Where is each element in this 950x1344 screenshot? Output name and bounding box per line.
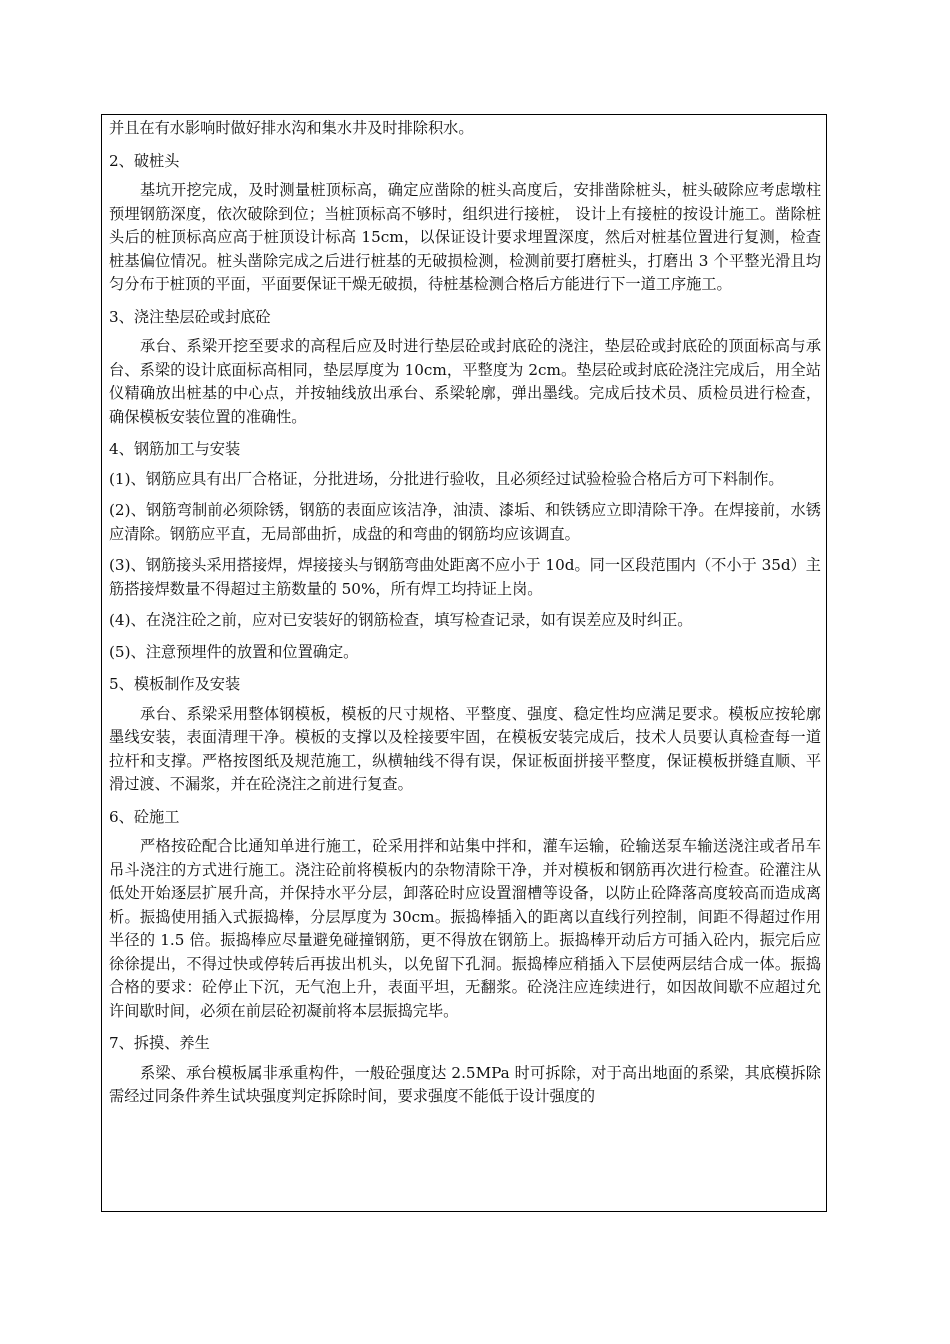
- section-paragraph: 承台、系梁开挖至要求的高程后应及时进行垫层砼或封底砼的浇注，垫层砼或封底砼的顶面标高与承台、系梁的设计底面标高相同，垫层厚度为 10cm，平整度为 2cm。垫层砼或封底砼浇注完成后，用全站仪精确放出桩基的中心点，并按轴线放出承台、系梁轮廓，弹出墨线。完成后技术员、质检员进行检查，确保模板安装位置的准确性。: [109, 337, 821, 426]
- intro-paragraph: 并且在有水影响时做好排水沟和集水井及时排除积水。: [109, 119, 474, 137]
- section-paragraph: 严格按砼配合比通知单进行施工，砼采用拌和站集中拌和，灌车运输，砼输送泵车输送浇注或者吊车吊斗浇注的方式进行施工。浇注砼前将模板内的杂物清除干净，并对模板和钢筋再次进行检查。砼灌注从低处开始逐层扩展升高，并保持水平分层，卸落砼时应设置溜槽等设备，以防止砼降落高度较高而造成离析。振捣使用插入式振捣棒，分层厚度为 30cm。振捣棒插入的距离以直线行列控制，间距不得超过作用半径的 1.5 倍。振捣棒应尽量避免碰撞钢筋，更不得放在钢筋上。振捣棒开动后方可插入砼内，振完后应徐徐提出，不得过快或停转后再拔出机头，以免留下孔洞。振捣棒应稍插入下层使两层结合成一体。振捣合格的要求：砼停止下沉，无气泡上升，表面平坦，无翻浆。砼浇注应连续进行，如因故间歇不应超过允许间歇时间，必须在前层砼初凝前将本层振捣完毕。: [109, 837, 821, 1020]
- section-heading-concrete: 6、砼施工: [109, 807, 180, 826]
- list-item: (1)、钢筋应具有出厂合格证，分批进场，分批进行验收，且必须经过试验检验合格后方可下料制作。: [109, 469, 784, 488]
- list-item: (5)、注意预埋件的放置和位置确定。: [109, 642, 359, 661]
- section-paragraph: 系梁、承台模板属非承重构件，一般砼强度达 2.5MPa 时可拆除，对于高出地面的系梁，其底模拆除需经过同条件养生试块强度判定拆除时间，要求强度不能低于设计强度的: [109, 1063, 821, 1105]
- list-item: (3)、钢筋接头采用搭接焊，焊接接头与钢筋弯曲处距离不应小于 10d。同一区段范围内（不小于 35d）主筋搭接焊数量不得超过主筋数量的 50%，所有焊工均持证上岗。: [109, 556, 821, 598]
- section-heading-cushion-concrete: 3、浇注垫层砼或封底砼: [109, 307, 271, 326]
- document-frame: [101, 114, 827, 1212]
- section-heading-pile-head: 2、破桩头: [109, 151, 180, 170]
- list-item: (2)、钢筋弯制前必须除锈，钢筋的表面应该洁净，油渍、漆垢、和铁锈应立即清除干净。在焊接前，水锈应清除。钢筋应平直，无局部曲折，成盘的和弯曲的钢筋均应该调直。: [109, 501, 821, 543]
- list-item: (4)、在浇注砼之前，应对已安装好的钢筋检查，填写检查记录，如有误差应及时纠正。: [109, 611, 693, 629]
- section-heading-demolding-curing: 7、拆摸、养生: [109, 1034, 210, 1052]
- section-paragraph: 承台、系梁采用整体钢模板，模板的尺寸规格、平整度、强度、稳定性均应满足要求。模板应按轮廓墨线安装，表面清理干净。模板的支撑以及栓接要牢固，在模板安装完成后，技术人员要认真检查每一道拉杆和支撑。严格按图纸及规范施工，纵横轴线不得有误，保证板面拼接平整度，保证模板拼缝直顺、平滑过渡、不漏浆，并在砼浇注之前进行复查。: [109, 704, 821, 793]
- document-content: [109, 117, 821, 1109]
- section-heading-formwork: 5、模板制作及安装: [109, 675, 241, 693]
- section-heading-rebar: 4、钢筋加工与安装: [109, 440, 241, 458]
- section-paragraph: 基坑开挖完成，及时测量桩顶标高，确定应凿除的桩头高度后，安排凿除桩头，桩头破除应考虑墩柱预埋钢筋深度，依次破除到位；当桩顶标高不够时，组织进行接桩， 设计上有接桩的按设计施工。凿除桩头后的桩顶标高应高于桩顶设计标高 15cm，以保证设计要求埋置深度，然后对桩基位置进行复测，检查桩基偏位情况。桩头凿除完成之后进行桩基的无破损检测，检测前要打磨桩头，打磨出 3 个平整光滑且均匀分布于桩顶的平面，平面要保证干燥无破损，待桩基检测合格后方能进行下一道工序施工。: [109, 181, 821, 293]
